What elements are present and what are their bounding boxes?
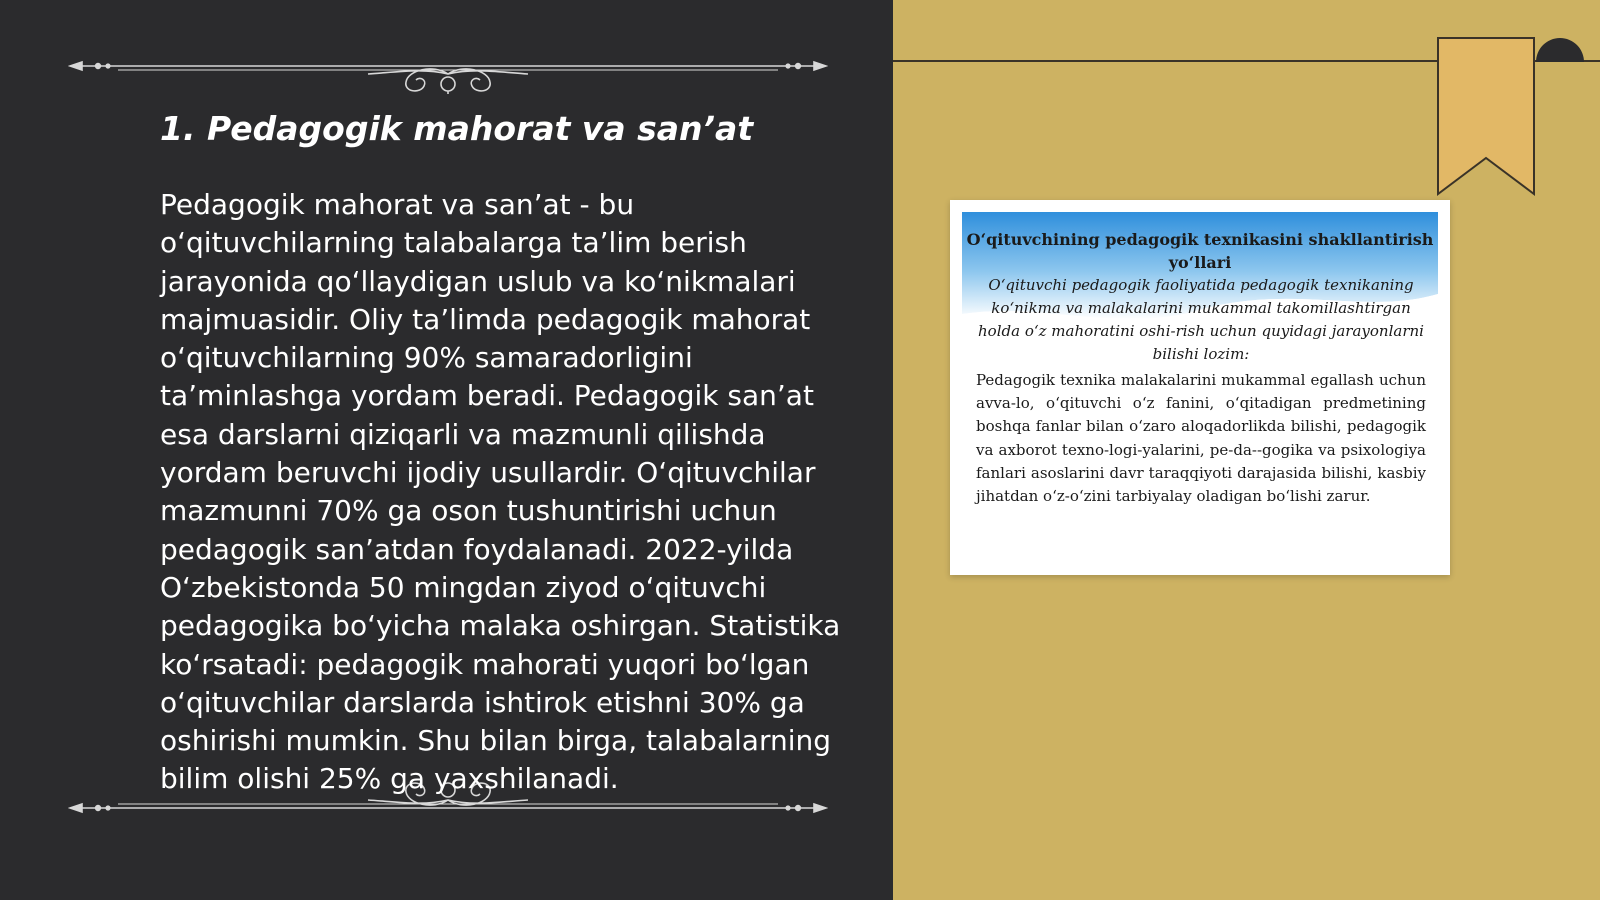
slide-title: 1. Pedagogik mahorat va san’at bbox=[160, 109, 754, 148]
embedded-image-card bbox=[950, 200, 1450, 575]
bookmark-ribbon-icon bbox=[1436, 36, 1546, 196]
embedded-image bbox=[962, 212, 1438, 563]
image-intro-text: O‘qituvchi pedagogik faoliyatida pedagogik texnikaning ko‘nikma va malakalarini mukammal takomillashtirgan holda o‘z mahoratini oshi-rish uchun quyidagi jarayonlarni bilishi lozim: bbox=[978, 276, 1424, 363]
slide-body-text: Pedagogik mahorat va san’at - bu o‘qituvchilarning talabalarga ta’lim berish jarayonida qo‘llaydigan uslub va ko‘nikmalari majmuasidir. Oliy ta’limda pedagogik mahorat o‘qituvchilarning 90% samaradorligini ta’minlashga yordam beradi. Pedagogik san’at esa darslarni qiziqarli va mazmunli qilishda yordam beruvchi ijodiy usullardir. O‘qituvchilar mazmunni 70% ga oson tushuntirishi uchun pedagogik san’atdan foydalanadi. 2022-yilda O‘zbekistonda 50 mingdan ziyod o‘qituvchi pedagogika bo‘yicha malaka oshirgan. Statistika ko‘rsatadi: pedagogik mahorati yuqori bo‘lgan o‘qituvchilar darslarda ishtirok etishni 30% ga oshirishi mumkin. Shu bilan birga, talabalarning bilim olishi 25% ga yaxshilanadi. bbox=[160, 188, 841, 796]
corner-decoration bbox=[1534, 36, 1584, 86]
image-body-text: Pedagogik texnika malakalarini mukammal egallash uchun avva-lo, o‘qituvchi o‘z fanini, o‘qitadigan predmetining boshqa fanlar bilan o‘zaro aloqadorlikda bilishi, pedagogik va axborot texno-logi-yalarini, pe-da--gogika va psixologiya fanlari asoslarini davr taraqqiyoti darajasida bilishi, kasbiy jihatdan o‘z-o‘zini tarbiyalay oladigan bo‘lishi zarur. bbox=[976, 371, 1426, 506]
ornament-divider-icon bbox=[68, 44, 828, 94]
image-heading: O‘qituvchining pedagogik texnikasini shakllantirish yo‘llari bbox=[966, 230, 1434, 272]
